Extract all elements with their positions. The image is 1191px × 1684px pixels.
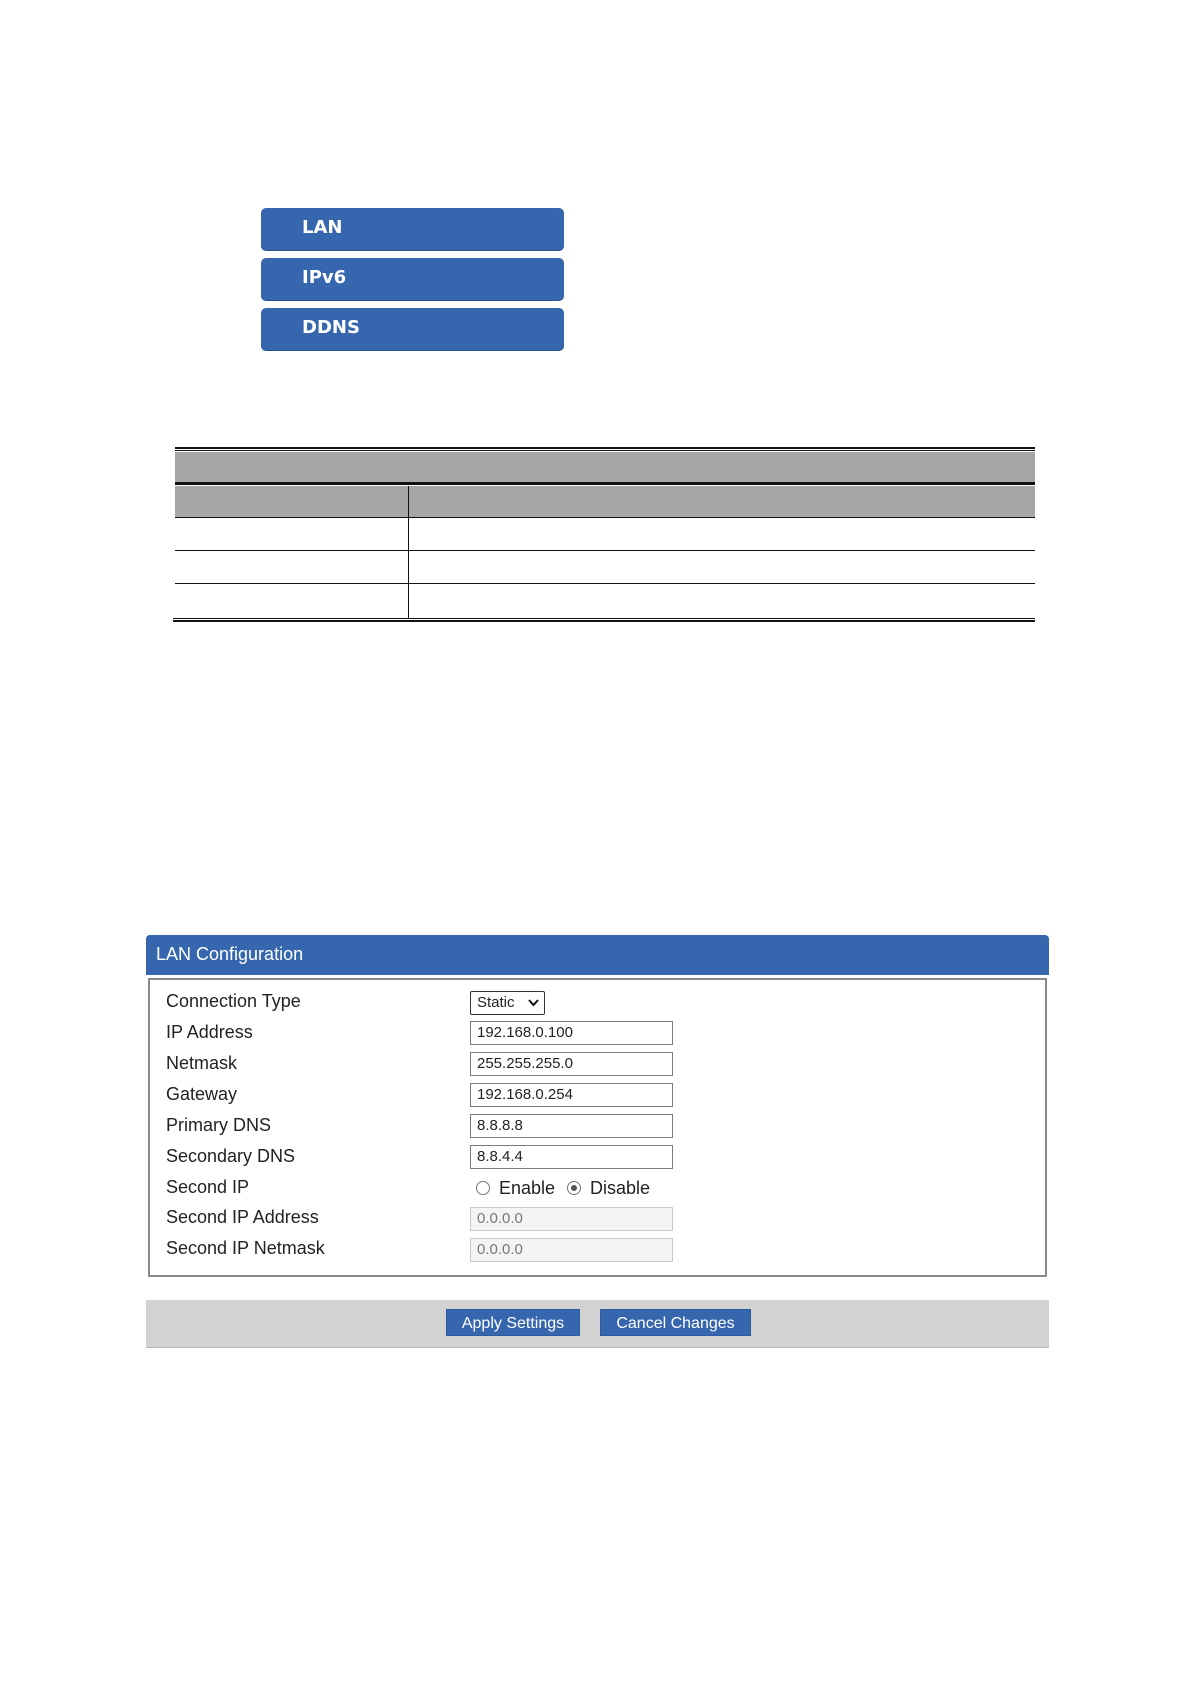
nav-item-ipv6[interactable]	[261, 258, 564, 300]
second-ip-disable-radio[interactable]	[567, 1181, 581, 1195]
primary-dns-input[interactable]: 8.8.8.8	[470, 1114, 673, 1138]
nav-item-lan[interactable]	[261, 208, 564, 250]
second-ip-enable-label: Enable	[499, 1178, 556, 1198]
netmask-input[interactable]: 255.255.255.0	[470, 1052, 673, 1076]
ip-address-label: IP Address	[166, 1022, 253, 1042]
table-row	[175, 584, 1035, 618]
second-ip-disable-label: Disable	[590, 1178, 651, 1198]
apply-settings-button[interactable]: Apply Settings	[446, 1309, 580, 1336]
netmask-label: Netmask	[166, 1053, 238, 1073]
column-divider	[408, 551, 409, 583]
second-ip-address-label: Second IP Address	[166, 1207, 319, 1227]
table-header-row	[175, 486, 1035, 517]
nav-item-label: IPv6	[302, 267, 347, 288]
connection-type-label: Connection Type	[166, 991, 301, 1011]
table-bottom-rule	[173, 618, 1035, 622]
table-top-rule	[175, 447, 1035, 451]
nav-item-label: LAN	[302, 217, 343, 238]
connection-type-value: Static	[477, 994, 515, 1011]
panel-title: LAN Configuration	[156, 944, 304, 964]
table-row	[175, 518, 1035, 551]
primary-dns-label: Primary DNS	[166, 1115, 272, 1135]
nav-item-label: DDNS	[302, 317, 360, 338]
second-ip-address-input: 0.0.0.0	[470, 1207, 673, 1231]
action-bar	[146, 1300, 1049, 1348]
secondary-dns-input[interactable]: 8.8.4.4	[470, 1145, 673, 1169]
gateway-input[interactable]: 192.168.0.254	[470, 1083, 673, 1107]
secondary-dns-label: Secondary DNS	[166, 1146, 296, 1166]
column-divider	[408, 486, 409, 517]
table-row	[175, 551, 1035, 584]
column-divider	[408, 584, 409, 618]
second-ip-enable-radio[interactable]	[476, 1181, 490, 1195]
lan-config-header	[146, 935, 1049, 975]
second-ip-label: Second IP	[166, 1177, 250, 1197]
chevron-down-icon	[528, 999, 539, 1007]
column-divider	[408, 518, 409, 550]
table-title-row	[175, 452, 1035, 485]
second-ip-netmask-input: 0.0.0.0	[470, 1238, 673, 1262]
nav-item-ddns[interactable]	[261, 308, 564, 350]
cancel-changes-button[interactable]: Cancel Changes	[600, 1309, 751, 1336]
connection-type-select[interactable]	[470, 991, 545, 1015]
ip-address-input[interactable]: 192.168.0.100	[470, 1021, 673, 1045]
second-ip-netmask-label: Second IP Netmask	[166, 1238, 325, 1258]
gateway-label: Gateway	[166, 1084, 238, 1104]
